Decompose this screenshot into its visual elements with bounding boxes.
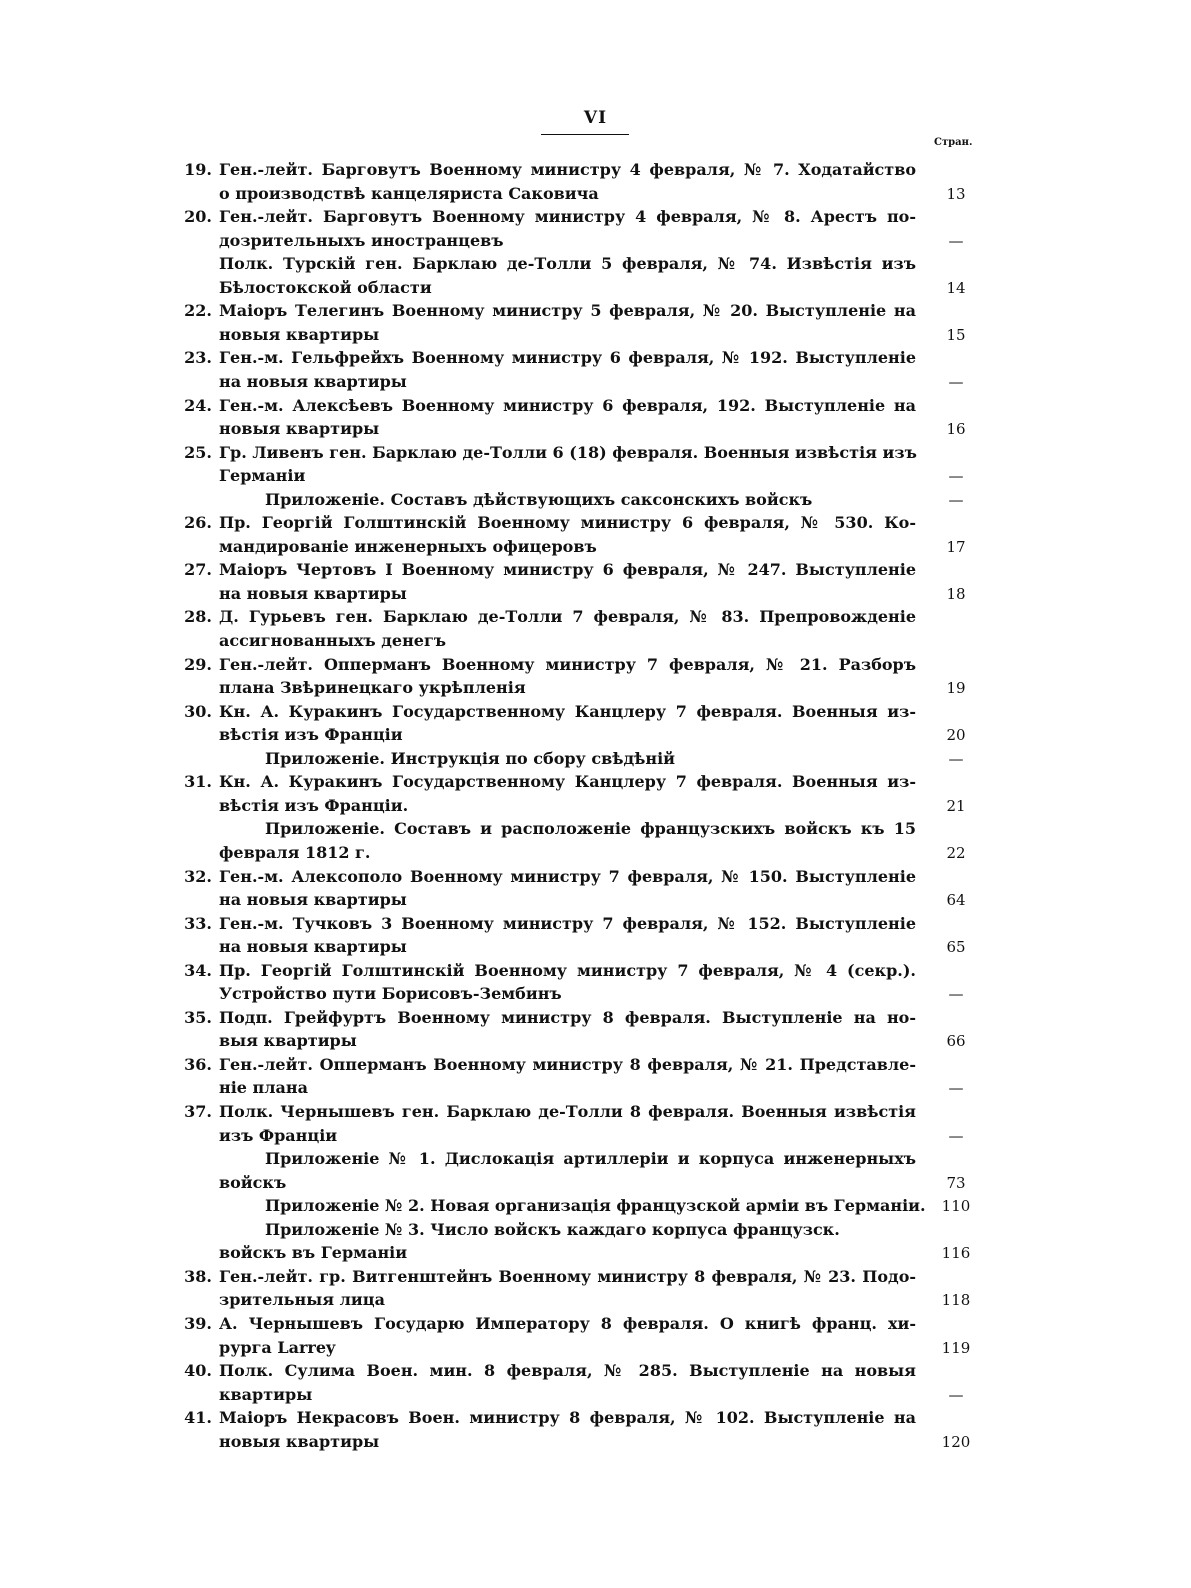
toc-line <box>0 723 1191 747</box>
page-number: 118 <box>941 1291 971 1310</box>
entry-text: Кн. А. Куракинъ Государственному Канцлеру 7 февраля. Военныя из- <box>219 772 916 792</box>
entry-text: А. Чернышевъ Государю Императору 8 февраля. О книгѣ франц. хи- <box>219 1313 916 1333</box>
toc-line <box>0 1359 1191 1383</box>
entry-text: Приложеніе. Составъ дѣйствующихъ саксонскихъ войскъ <box>265 489 813 509</box>
toc-line <box>0 323 1191 347</box>
entry-text: Германіи <box>219 466 306 486</box>
page-number: 20 <box>946 726 966 745</box>
page-title: VI <box>583 108 608 128</box>
entry-number: 22. <box>184 301 212 321</box>
entry-text: Приложеніе № 2. Новая организація французской арміи въ Германіи. <box>265 1196 926 1216</box>
entry-number: 33. <box>184 913 212 933</box>
toc-line <box>0 346 1191 370</box>
toc-line <box>0 1265 1191 1289</box>
entry-number: 35. <box>184 1007 212 1027</box>
entry-text: Полк. Чернышевъ ген. Барклаю де-Толли 8 февраля. Военныя извѣстія <box>219 1102 916 1121</box>
entry-text: Маіоръ Телегинъ Военному министру 5 февраля, № 20. Выступленіе на <box>219 301 916 321</box>
entry-number: 29. <box>184 654 212 674</box>
entry-text: Ген.-лейт. Барговутъ Военному министру 4 февраля, № 8. Арестъ по- <box>219 207 916 227</box>
entry-text: квартиры <box>219 1384 313 1404</box>
page-number: 19 <box>946 679 966 698</box>
toc-line <box>0 982 1191 1006</box>
toc-line <box>0 1171 1191 1195</box>
entry-text: ассигнованныхъ денегъ <box>219 631 447 650</box>
toc-line <box>0 935 1191 959</box>
entry-text: Маіоръ Некрасовъ Воен. министру 8 февраля, № 102. Выступленіе на <box>219 1408 916 1428</box>
toc-line <box>0 629 1191 653</box>
toc-line <box>0 1053 1191 1077</box>
toc-line <box>0 205 1191 229</box>
entry-text: мандированіе инженерныхъ офицеровъ <box>219 536 597 556</box>
toc-line <box>0 488 1191 512</box>
entry-text: Приложеніе № 1. Дислокація артиллеріи и корпуса инженерныхъ <box>265 1149 916 1169</box>
entry-text: новыя квартиры <box>219 324 380 344</box>
entry-text: Ген.-лейт. гр. Витгенштейнъ Военному министру 8 февраля, № 23. Подо- <box>219 1266 916 1286</box>
entry-text: Пр. Георгій Голштинскій Военному министру 7 февраля, № 4 (секр.). <box>219 960 916 980</box>
entry-text: войскъ <box>219 1172 287 1192</box>
page-number: 18 <box>946 584 966 603</box>
page-number: — <box>948 467 964 486</box>
page-column-header: Стран. <box>934 137 973 148</box>
page-number: — <box>948 1126 964 1145</box>
toc-line <box>0 394 1191 418</box>
toc-line <box>0 558 1191 582</box>
entry-number: 19. <box>184 160 212 179</box>
entry-text: Ген.-м. Алексѣевъ Военному министру 6 февраля, 192. Выступленіе на <box>219 395 916 415</box>
entry-text: изъ Франціи <box>219 1125 338 1145</box>
page-number: — <box>948 985 964 1004</box>
toc-line <box>0 1218 1191 1242</box>
toc-line <box>0 888 1191 912</box>
entry-number: 20. <box>184 207 212 227</box>
entry-text: Бѣлостокской области <box>219 277 432 297</box>
entry-number: 34. <box>184 960 212 980</box>
entry-number: 23. <box>184 348 212 368</box>
entry-number: 24. <box>184 395 212 415</box>
entry-text: рурга Larrey <box>219 1337 336 1357</box>
entry-text: Маіоръ Чертовъ I Военному министру 6 февраля, № 247. Выступленіе <box>219 560 916 580</box>
toc-line <box>0 700 1191 724</box>
entry-text: зрительныя лица <box>219 1290 385 1310</box>
entry-number: 25. <box>184 442 212 462</box>
entry-number: 30. <box>184 701 212 721</box>
entry-text: Кн. А. Куракинъ Государственному Канцлеру 7 февраля. Военныя из- <box>219 701 916 721</box>
entry-text: Ген.-м. Тучковъ 3 Военному министру 7 февраля, № 152. Выступленіе <box>219 913 916 933</box>
entry-text: февраля 1812 г. <box>219 842 371 862</box>
page-number: 116 <box>941 1244 971 1263</box>
toc-line <box>0 912 1191 936</box>
toc-line <box>0 1383 1191 1407</box>
toc-line <box>0 1100 1191 1124</box>
toc-line <box>0 770 1191 794</box>
entry-number: 28. <box>184 607 212 627</box>
toc-line <box>0 582 1191 606</box>
toc-line <box>0 1430 1191 1454</box>
entry-number: 40. <box>184 1361 212 1381</box>
toc-line <box>0 252 1191 276</box>
entry-number: 37. <box>184 1102 212 1121</box>
entry-text: вѣстія изъ Франціи <box>219 725 403 745</box>
toc-line <box>0 441 1191 465</box>
entry-text: Д. Гурьевъ ген. Барклаю де-Толли 7 февраля, № 83. Препровожденіе <box>219 607 916 627</box>
entry-text: дозрительныхъ иностранцевъ <box>219 230 504 250</box>
toc-line <box>0 817 1191 841</box>
entry-text: Ген.-м. Алексополо Военному министру 7 февраля, № 150. Выступленіе <box>219 866 916 886</box>
toc-line <box>0 1406 1191 1430</box>
toc-line <box>0 676 1191 700</box>
entry-text: ніе плана <box>219 1078 308 1098</box>
toc-line <box>0 276 1191 300</box>
toc-line <box>0 794 1191 818</box>
page-number: 73 <box>946 1173 966 1192</box>
page-number: 16 <box>946 420 966 439</box>
page-number: — <box>948 1385 964 1404</box>
entry-number: 26. <box>184 513 212 533</box>
entry-text: Приложеніе № 3. Число войскъ каждаго корпуса французск. <box>265 1219 840 1239</box>
toc-line <box>0 1312 1191 1336</box>
entry-text: Полк. Сулима Воен. мин. 8 февраля, № 285. Выступленіе на новыя <box>219 1361 916 1381</box>
toc-line <box>0 1336 1191 1360</box>
entry-text: выя квартиры <box>219 1031 357 1051</box>
toc-line <box>0 417 1191 441</box>
toc-line <box>0 370 1191 394</box>
entry-text: Приложеніе. Инструкція по сбору свѣдѣній <box>265 748 676 768</box>
entry-text: новыя квартиры <box>219 1431 380 1451</box>
toc-line <box>0 464 1191 488</box>
toc-line <box>0 865 1191 889</box>
entry-number: 38. <box>184 1266 212 1286</box>
entry-text: Полк. Турскій ген. Барклаю де-Толли 5 февраля, № 74. Извѣстія изъ <box>219 254 916 274</box>
page-number: — <box>948 749 964 768</box>
entry-text: на новыя квартиры <box>219 937 407 957</box>
toc-line <box>0 653 1191 677</box>
page-number: 22 <box>946 843 966 862</box>
entry-number: 27. <box>184 560 212 580</box>
entry-text: плана Звѣринецкаго укрѣпленія <box>219 678 526 698</box>
page-number: 119 <box>941 1338 971 1357</box>
toc-line <box>0 1241 1191 1265</box>
page-number: 110 <box>941 1197 971 1216</box>
page-number: 15 <box>946 325 966 344</box>
toc-line <box>0 299 1191 323</box>
entry-text: Устройство пути Борисовъ-Зембинъ <box>219 984 562 1004</box>
page-number: 14 <box>946 278 966 297</box>
entry-text: Ген.-лейт. Опперманъ Военному министру 7 февраля, № 21. Разборъ <box>219 654 916 674</box>
entry-text: Ген.-м. Гельфрейхъ Военному министру 6 февраля, № 192. Выступленіе <box>219 348 916 368</box>
toc-line <box>0 1147 1191 1171</box>
entry-text: новыя квартиры <box>219 419 380 439</box>
toc-line <box>0 229 1191 253</box>
page-number: — <box>948 231 964 250</box>
page-number: 21 <box>946 796 966 815</box>
entry-text: Гр. Ливенъ ген. Барклаю де-Толли 6 (18) февраля. Военныя извѣстія изъ <box>219 442 917 462</box>
entry-number: 31. <box>184 772 212 792</box>
entry-text: войскъ въ Германіи <box>219 1243 408 1263</box>
entry-number: 39. <box>184 1313 212 1333</box>
entry-text: Пр. Георгій Голштинскій Военному министру 6 февраля, № 530. Ко- <box>219 513 916 533</box>
entry-text: Ген.-лейт. Барговутъ Военному министру 4 февраля, № 7. Ходатайство <box>219 160 916 179</box>
page-number: 120 <box>941 1432 971 1451</box>
entry-number: 32. <box>184 866 212 886</box>
toc-line <box>0 511 1191 535</box>
toc-line <box>0 959 1191 983</box>
entry-text: на новыя квартиры <box>219 890 407 910</box>
page-number: — <box>948 490 964 509</box>
page-number: 66 <box>946 1032 966 1051</box>
page-number: 17 <box>946 537 966 556</box>
page-number: 64 <box>946 891 966 910</box>
toc-line <box>0 1006 1191 1030</box>
page-number: — <box>948 1079 964 1098</box>
toc-line <box>0 747 1191 771</box>
toc-line <box>0 535 1191 559</box>
page-number: 65 <box>946 938 966 957</box>
toc-line <box>0 1124 1191 1148</box>
entry-number: 41. <box>184 1408 212 1428</box>
page-number: — <box>948 372 964 391</box>
toc-line <box>0 1076 1191 1100</box>
entry-text: Ген.-лейт. Опперманъ Военному министру 8 февраля, № 21. Представле- <box>219 1054 916 1074</box>
toc-line <box>0 182 1191 206</box>
toc-line <box>0 1029 1191 1053</box>
toc-line <box>0 605 1191 629</box>
entry-text: на новыя квартиры <box>219 371 407 391</box>
entry-text: вѣстія изъ Франціи. <box>219 795 409 815</box>
entry-text: о производствѣ канцеляриста Саковича <box>219 183 599 203</box>
toc-line <box>0 1288 1191 1312</box>
entry-text: Подп. Грейфуртъ Военному министру 8 февраля. Выступленіе на но- <box>219 1007 916 1027</box>
page-number: 13 <box>946 184 966 203</box>
entry-text: Приложеніе. Составъ и расположеніе французскихъ войскъ къ 15 <box>265 819 916 839</box>
toc-line <box>0 1194 1191 1218</box>
toc-line <box>0 841 1191 865</box>
entry-text: на новыя квартиры <box>219 583 407 603</box>
entry-number: 36. <box>184 1054 212 1074</box>
toc-line <box>0 158 1191 182</box>
